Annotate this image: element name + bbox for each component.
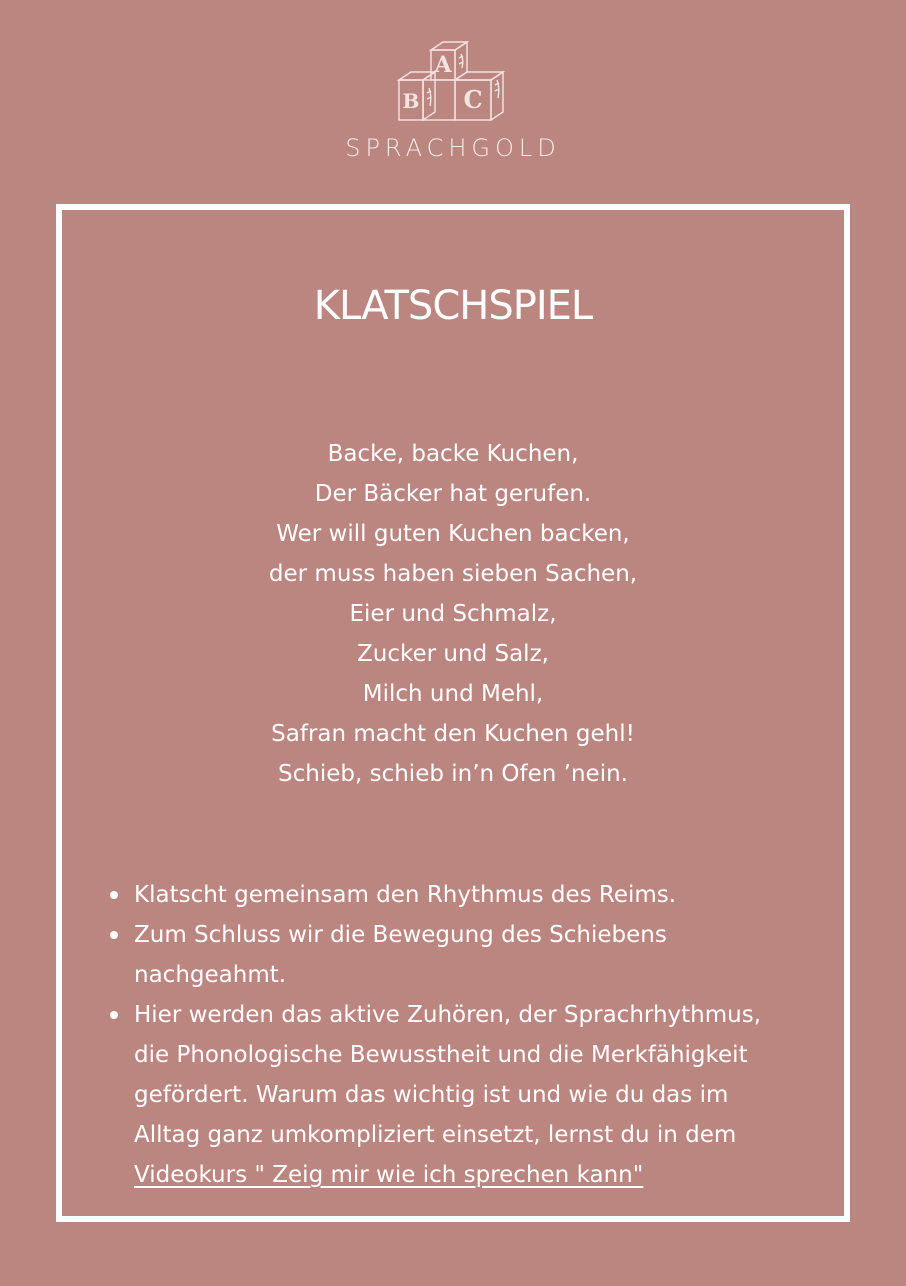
list-item-text: Klatscht gemeinsam den Rhythmus des Reims. [134,882,677,908]
list-item [108,915,788,995]
block-letter: B [402,89,420,113]
block-letter: A [434,52,452,78]
poem-line: der muss haben sieben Sachen, [268,561,638,587]
poem-line: Backe, backe Kuchen, [327,441,579,467]
poem-line: Milch und Mehl, [362,681,544,707]
poem-line: Der Bäcker hat gerufen. [314,481,592,507]
list-item-text: Zum Schluss wir die Bewegung des Schiebens nachgeahmt. [134,922,667,988]
block-letter: C [463,85,483,114]
instructions-list [108,875,788,1195]
list-item [108,995,788,1195]
video-course-link[interactable]: Videokurs " Zeig mir wie ich sprechen kann" [134,1162,644,1188]
brand-name: SPRACHGOLD [345,134,561,162]
poem-line: Schieb, schieb in’n Ofen ’nein. [278,761,628,787]
poem-line: Zucker und Salz, [357,641,549,667]
list-item-text: Hier werden das aktive Zuhören, der Sprachrhythmus, die Phonologische Bewusstheit und die Merkfähigkeit gefördert. Warum das wichtig ist und wie du das im Alltag ganz umkompliziert einsetzt, lernst du in dem [134,1002,762,1148]
poem-line: Eier und Schmalz, [349,601,557,627]
poem-line: Safran macht den Kuchen gehl! [271,721,635,747]
list-item [108,875,788,915]
abc-blocks-icon [395,36,511,128]
logo [0,36,906,162]
poem-line: Wer will guten Kuchen backen, [276,521,630,547]
poem [0,434,906,794]
page-title: KLATSCHSPIEL [313,283,593,329]
